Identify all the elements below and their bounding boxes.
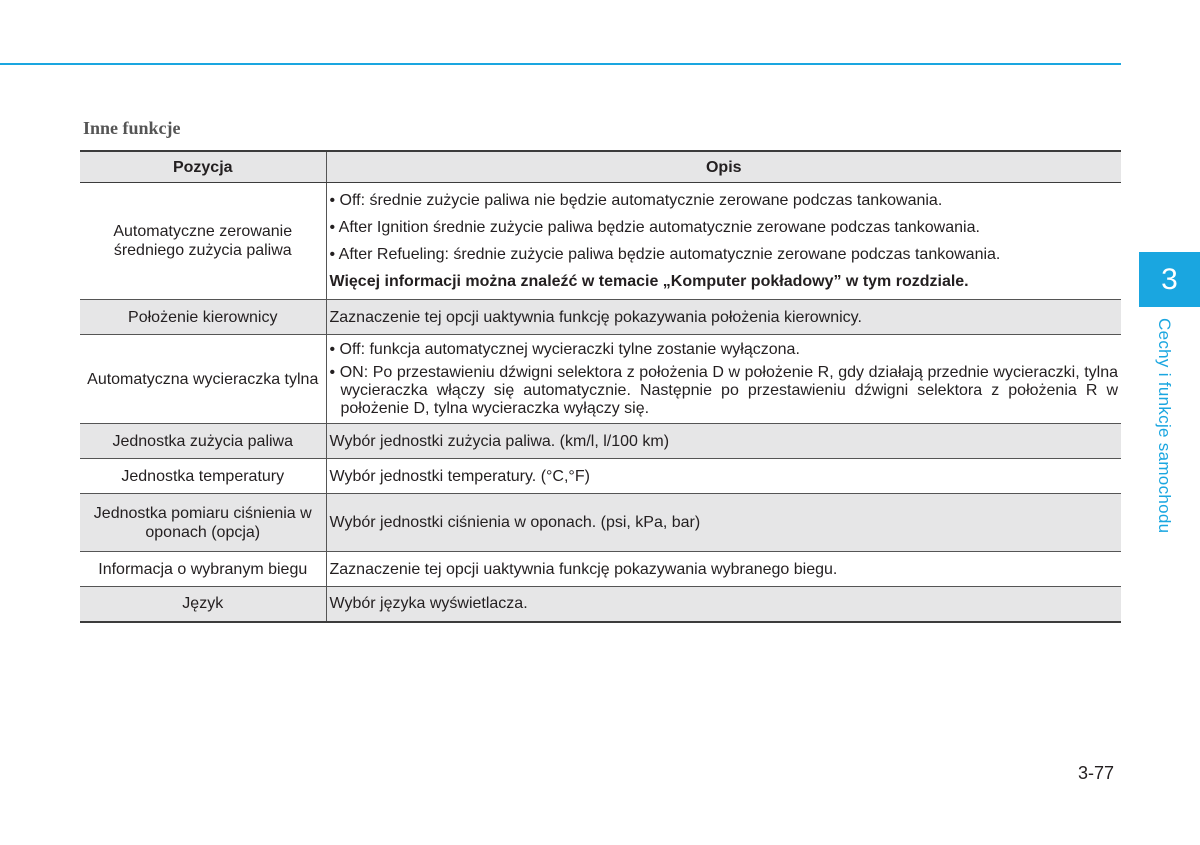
header-position: Pozycja [80, 151, 326, 183]
row-description [326, 183, 1121, 300]
row-position: Informacja o wybranym biegu [80, 552, 326, 587]
row-description: Wybór jednostki ciśnienia w oponach. (psi, kPa, bar) [326, 494, 1121, 552]
row-position: Język [80, 587, 326, 622]
table-row [80, 183, 1121, 300]
row-description [326, 335, 1121, 424]
table-row [80, 335, 1121, 424]
row-position: Położenie kierownicy [80, 300, 326, 335]
row-description: Zaznaczenie tej opcji uaktywnia funkcję pokazywania wybranego biegu. [326, 552, 1121, 587]
row-position: Automatyczna wycieraczka tylna [80, 335, 326, 424]
chapter-number-tab: 3 [1139, 252, 1200, 307]
table-row [80, 459, 1121, 494]
table-row [80, 300, 1121, 335]
table-row [80, 494, 1121, 552]
description-bullet: • Off: średnie zużycie paliwa nie będzie automatycznie zerowane podczas tankowania. [329, 192, 943, 209]
description-note: Więcej informacji można znaleźć w temacie „Komputer pokładowy” w tym rozdziale. [329, 273, 969, 290]
row-description: Zaznaczenie tej opcji uaktywnia funkcję pokazywania położenia kierownicy. [326, 300, 1121, 335]
row-position: Jednostka pomiaru ciśnienia w oponach (opcja) [80, 494, 326, 552]
description-bullet: • After Refueling: średnie zużycie paliwa będzie automatycznie zerowane podczas tankowania. [329, 246, 1001, 263]
table-header-row [80, 151, 1121, 183]
description-bullet: • Off: funkcja automatycznej wycieraczki tylne zostanie wyłączona. [329, 341, 800, 358]
row-description: Wybór jednostki zużycia paliwa. (km/l, l/100 km) [326, 424, 1121, 459]
table-row [80, 587, 1121, 622]
header-description: Opis [326, 151, 1121, 183]
row-description: Wybór jednostki temperatury. (°C,°F) [326, 459, 1121, 494]
row-position: Automatyczne zerowanie średniego zużycia paliwa [80, 183, 326, 300]
description-bullet: • ON: Po przestawieniu dźwigni selektora z położenia D w położenie R, gdy działają przednie wycieraczki, tylna wycieraczka włączy się automatycznie. Następnie po przestawieniu dźwigni selektora z położenia R w położenie D, tylna wycieraczka wyłączy się. [329, 364, 1119, 417]
section-title: Inne funkcje [83, 118, 181, 138]
chapter-name: Cechy i funkcje samochodu [1155, 318, 1174, 534]
table-row [80, 552, 1121, 587]
table-row [80, 424, 1121, 459]
row-description: Wybór języka wyświetlacza. [326, 587, 1121, 622]
row-position: Jednostka temperatury [80, 459, 326, 494]
top-accent-rule [0, 63, 1121, 65]
settings-table [80, 150, 1121, 623]
description-bullet: • After Ignition średnie zużycie paliwa będzie automatycznie zerowane podczas tankowania. [329, 219, 980, 236]
row-position: Jednostka zużycia paliwa [80, 424, 326, 459]
page-number: 3-77 [1078, 763, 1115, 783]
